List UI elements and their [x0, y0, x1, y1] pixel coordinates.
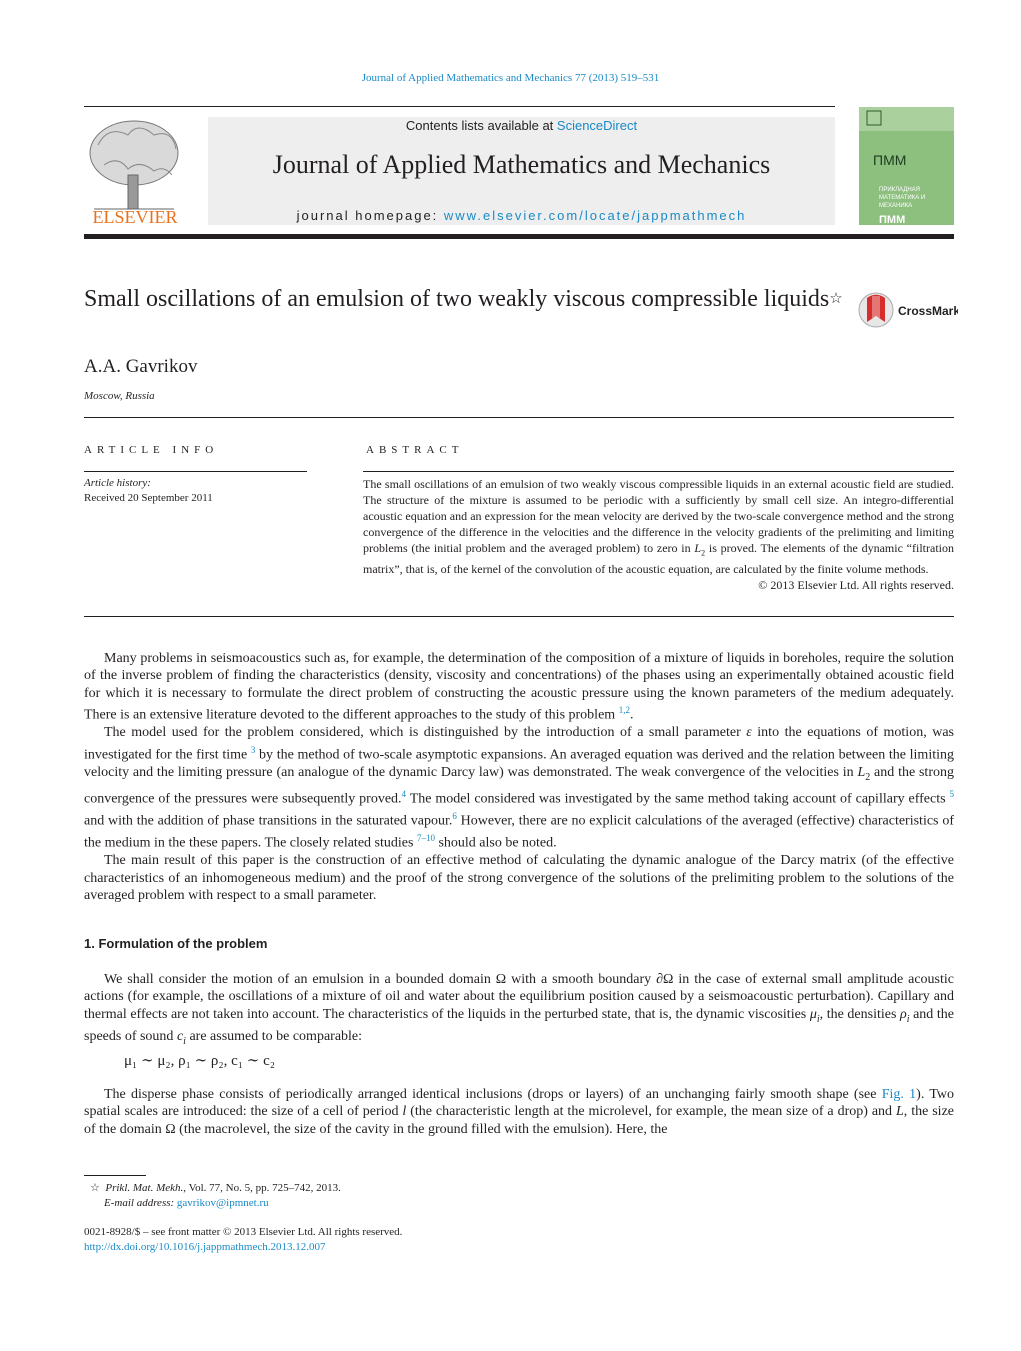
- journal-citation[interactable]: Journal of Applied Mathematics and Mechanics 77 (2013) 519–531: [361, 72, 660, 84]
- front-matter: [84, 1225, 402, 1255]
- ref-4[interactable]: 4: [401, 788, 407, 799]
- paragraph-3: The main result of this paper is the construction of an effective method of calculating the dynamic analogue of the Darcy matrix (of the effective characteristics of an inhomogeneous medium) and the proof of the strong convergence of the solutions of the prelimiting problem to the solutions of the averaged problem with respect to a small parameter.: [84, 853, 954, 903]
- history-label: Article history:: [84, 477, 151, 489]
- homepage-link[interactable]: www.elsevier.com/locate/jappmathmech: [443, 208, 747, 223]
- p4-b: , the densities: [819, 1006, 900, 1022]
- p2-l: L: [857, 764, 866, 780]
- equation-comparable: μ₁ ∼ μ₂, ρ₁ ∼ ρ₂, c₁ ∼ c₂: [124, 1053, 275, 1069]
- sciencedirect-link[interactable]: ScienceDirect: [556, 118, 638, 133]
- p2-g: However, there are no explicit calculations of the averaged (effective) characteristics of the medium in the these papers. The closely related studies: [84, 813, 954, 851]
- crossmark-badge[interactable]: [858, 290, 958, 330]
- ref-5[interactable]: 5: [949, 788, 954, 799]
- doi-link[interactable]: http://dx.doi.org/10.1016/j.jappmathmech.2013.12.007: [84, 1241, 326, 1253]
- footnote-mark: ☆: [90, 1182, 100, 1194]
- contents-prefix: Contents lists available at: [405, 118, 557, 133]
- p2-a: The model used for the problem considered, which is distinguished by the introduction of a small parameter: [104, 725, 747, 741]
- p4-c-sub: i: [183, 1035, 186, 1047]
- p2-f: and with the addition of phase transitions in the saturated vapour.: [84, 813, 453, 829]
- contents-line: [208, 118, 835, 133]
- footnote-journal: Prikl. Mat. Mekh.: [105, 1182, 184, 1194]
- article-title: [84, 285, 844, 314]
- received-date: Received 20 September 2011: [84, 492, 213, 504]
- intro-section: [84, 650, 954, 904]
- email-link[interactable]: gavrikov@ipmnet.ru: [176, 1197, 269, 1209]
- footnote-email: [90, 1196, 341, 1211]
- p2-epsilon: ε: [746, 725, 752, 741]
- p2-h: should also be noted.: [434, 835, 557, 851]
- paragraph-1: [84, 650, 954, 724]
- cover-line-2: МАТЕМАТИКА И: [879, 195, 926, 201]
- cover-bottom-title: ПММ: [879, 214, 906, 225]
- article-history: [84, 476, 213, 506]
- p2-l-sub: 2: [865, 771, 871, 783]
- footnote-rule: [84, 1175, 146, 1176]
- p4-a: We shall consider the motion of an emulsion in a bounded domain Ω with a smooth boundary ∂Ω in the case of external small amplitude acoustic actions (for example, the oscillations of a mixture of oil and water about the equilibrium position caused by a seismoacoustic perturbation). Capillary and thermal effects are not taken into account. The characteristics of the liquids in the perturbed state, that is, the dynamic viscosities: [84, 972, 954, 1022]
- footnote-ref: , Vol. 77, No. 5, pp. 725–742, 2013.: [183, 1182, 341, 1194]
- article-title-text: Small oscillations of an emulsion of two weakly viscous compressible liquids: [84, 286, 830, 312]
- section-heading-1: 1. Formulation of the problem: [84, 936, 268, 951]
- p4-ci: c: [176, 1029, 184, 1045]
- author-name: A.A. Gavrikov: [84, 356, 198, 377]
- journal-title: Journal of Applied Mathematics and Mechanics: [272, 150, 771, 179]
- p5-b: ). Two spatial scales are introduced: the size of a cell of period: [84, 1087, 954, 1120]
- cover-line-1: ПРИКЛАДНАЯ: [879, 187, 920, 193]
- p1-end: .: [629, 707, 634, 723]
- p2-d: and the strong convergence of the pressures were subsequently proved.: [84, 764, 954, 807]
- section-1-para-1: [84, 971, 954, 1050]
- abstract-text-1: The small oscillations of an emulsion of two weakly viscous compressible liquids in an external acoustic field are studied. The structure of the mixture is assumed to be periodic with a sufficiently by small cell size. An integro-differential acoustic equation and an expression for the mean velocity are derived by the two-scale convergence method and the strong convergence of the difference in the velocities and the difference in the velocity gradients of the prelimiting and limiting problems (the initial problem and the averaged problem) to zero in: [363, 477, 954, 555]
- title-rule: [84, 417, 954, 418]
- p4-rho: ρ: [900, 1006, 907, 1022]
- abstract-copyright: © 2013 Elsevier Ltd. All rights reserved.: [758, 578, 954, 593]
- p4-mu-sub: i: [816, 1013, 820, 1025]
- paragraph-5: [84, 1086, 954, 1138]
- article-info-rule: [84, 471, 307, 472]
- header-rule: [84, 106, 835, 107]
- author-affiliation: Moscow, Russia: [84, 390, 155, 402]
- abstract-l2-sub: 2: [701, 548, 706, 558]
- footnote: [90, 1181, 341, 1211]
- header-thick-rule: [84, 234, 954, 239]
- ref-6[interactable]: 6: [452, 811, 457, 822]
- ref-1-2[interactable]: 1,2: [618, 705, 630, 716]
- article-info-heading: ARTICLE INFO: [84, 444, 219, 456]
- elsevier-wordmark: ELSEVIER: [92, 207, 178, 227]
- p2-b: into the equations of motion, was investigated for the first time: [84, 725, 954, 763]
- title-footnote-mark[interactable]: ☆: [829, 291, 843, 307]
- email-label: E-mail address:: [104, 1197, 177, 1209]
- abstract-heading: ABSTRACT: [366, 444, 464, 456]
- ref-7-10[interactable]: 7–10: [416, 833, 435, 844]
- p5-L: L: [895, 1104, 904, 1120]
- p1-text: Many problems in seismoacoustics such as, for example, the determination of the composition of a mixture of liquids in boreholes, require the solution of the inverse problem of finding the characteristics (density, viscosity and concentrations) of the phases using an experimentally obtained acoustic field for which it is necessary to formulate the direct problem of constructing the acoustic pressure using the known parameters of the medium adequately. There is an extensive literature devoted to the different approaches to the study of this problem: [84, 651, 954, 723]
- journal-homepage: [208, 208, 835, 223]
- abstract-text-2: is proved. The elements of the dynamic “filtration matrix”, that is, of the kernel of the convolution of the acoustic equation, are calculated by the finite volume methods.: [363, 541, 954, 577]
- p5-l: l: [402, 1104, 407, 1120]
- issn-line: 0021-8928/$ – see front matter © 2013 Elsevier Ltd. All rights reserved.: [84, 1226, 403, 1238]
- section-1-para-2: [84, 1086, 954, 1138]
- abstract-rule: [363, 471, 954, 472]
- ref-3[interactable]: 3: [250, 744, 256, 755]
- p4-c: and the speeds of sound: [84, 1006, 954, 1045]
- cover-line-3: МЕХАНИКА: [879, 203, 913, 209]
- abstract-body: [363, 476, 954, 593]
- abstract-bottom-rule: [84, 616, 954, 617]
- abstract-l2: L: [694, 541, 702, 555]
- paragraph-2: [84, 724, 954, 852]
- fig-1-link[interactable]: Fig. 1: [881, 1087, 917, 1102]
- p2-c: by the method of two-scale asymptotic expansions. An averaged equation was derived and the relation between the limiting velocity and the limiting pressure (an analogue of the dynamic Darcy law) was demonstrated. The weak convergence of the velocities in: [84, 747, 954, 780]
- footnote-journal-ref: [90, 1181, 341, 1196]
- p4-rho-sub: i: [906, 1013, 910, 1025]
- crossmark-label: CrossMark: [898, 304, 958, 318]
- elsevier-logo[interactable]: [84, 115, 186, 227]
- p5-d: , the size of the domain Ω (the macrolevel, the size of the cavity in the ground filled with the emulsion). Here, the: [84, 1104, 954, 1137]
- p2-e: The model considered was investigated by the same method taking account of capillary effects: [406, 791, 950, 807]
- p4-mu: μ: [809, 1006, 817, 1022]
- homepage-prefix: journal homepage:: [296, 208, 444, 223]
- journal-cover[interactable]: [859, 107, 954, 225]
- p5-a: The disperse phase consists of periodically arranged identical inclusions (drops or layers) of an unchanging fairly smooth shape (see: [104, 1087, 882, 1102]
- cover-title: ПММ: [873, 152, 907, 168]
- paragraph-4: [84, 971, 954, 1050]
- p5-c: (the characteristic length at the microlevel, for example, the mean size of a drop) and: [406, 1104, 896, 1120]
- p4-d: are assumed to be comparable:: [185, 1029, 363, 1045]
